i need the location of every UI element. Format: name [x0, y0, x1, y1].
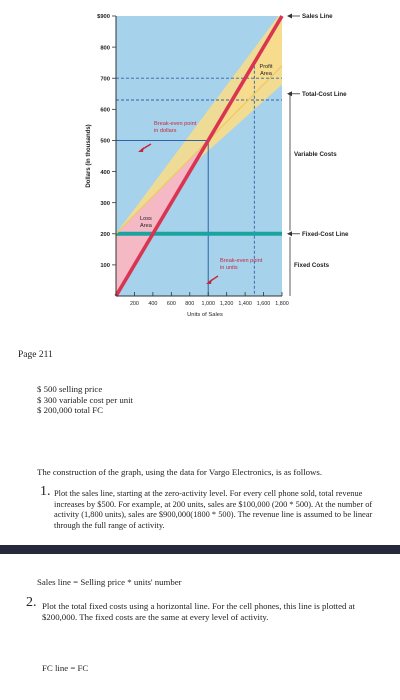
profit-area-label: Profit Area — [259, 64, 273, 77]
step-1-text: Plot the sales line, starting at the zero-activity level. For every cell phone sold, total revenue increases by $500. For example, at 200 units, sales are $100,000 (200 * 500). At the number of activity (1,800 units), sales are $900,000(1800 * 500). The revenue line is assumed to be linear through the full range of activity. — [54, 489, 373, 530]
total-cost-side-label-pointer-head — [287, 91, 292, 96]
fixed-costs-side-label: Fixed Costs — [294, 261, 330, 269]
step-2-text: Plot the total fixed costs using a horizontal line. For the cell phones, this line is plotted at $200,000. The fixed costs are the same at every level of activity. — [42, 601, 355, 622]
step-1 — [40, 484, 380, 531]
sales-line-side-label: Sales Line — [302, 13, 333, 21]
given-values — [37, 384, 133, 416]
x-tick-label: 400 — [148, 301, 158, 307]
step-2 — [26, 595, 380, 623]
step-1-number: 1. — [40, 484, 51, 499]
x-tick-label: 1,800 — [275, 301, 289, 307]
section-divider — [0, 545, 400, 554]
y-tick-label: 700 — [100, 76, 110, 83]
break-even-chart — [0, 0, 400, 345]
y-tick-label: 800 — [100, 45, 110, 52]
x-tick-label: 1,200 — [219, 301, 234, 307]
y-tick-label: 200 — [100, 231, 110, 238]
fixed-cost-text: $ 200,000 total FC — [37, 405, 103, 416]
intro-paragraph: The construction of the graph, using the data for Vargo Electronics, is as follows. — [37, 467, 323, 477]
page-number: Page 211 — [18, 350, 53, 360]
fixed-cost-side-label: Fixed-Cost Line — [302, 230, 349, 238]
x-tick-label: 1,600 — [256, 301, 271, 307]
y-tick-label: $900 — [97, 14, 110, 21]
y-tick-label: 500 — [100, 138, 110, 145]
x-tick-label: 200 — [129, 301, 139, 307]
x-tick-label: 1,400 — [238, 301, 252, 307]
variable-costs-side-label: Variable Costs — [294, 151, 337, 158]
x-tick-label: 1,000 — [201, 301, 215, 307]
step-2-number: 2. — [26, 595, 37, 610]
total-cost-side-label: Total-Cost Line — [302, 90, 347, 98]
y-tick-label: 400 — [100, 169, 110, 176]
sales-line-formula: Sales line = Selling price * units' number — [37, 577, 182, 587]
loss-area-label: Loss Area — [140, 216, 152, 229]
selling-price-text: $ 500 selling price — [37, 384, 103, 394]
x-tick-label: 800 — [185, 301, 195, 307]
y-axis-label: Dollars (in thousands) — [86, 124, 92, 188]
y-tick-label: 600 — [100, 107, 110, 114]
x-tick-label: 600 — [166, 301, 176, 307]
y-tick-label: 100 — [100, 263, 110, 270]
variable-cost-text: $ 300 variable cost per unit — [37, 394, 134, 405]
y-tick-label: 300 — [100, 200, 110, 207]
sales-line-side-label-pointer-head — [287, 14, 292, 19]
fc-line-formula: FC line = FC — [42, 663, 89, 673]
break-even-units-label: Break-even point in units — [220, 258, 263, 271]
x-axis-label: Units of Sales — [187, 312, 223, 318]
fixed-cost-side-label-pointer-head — [287, 231, 292, 236]
break-even-dollars-label: Break-even point in dollars — [154, 121, 197, 134]
